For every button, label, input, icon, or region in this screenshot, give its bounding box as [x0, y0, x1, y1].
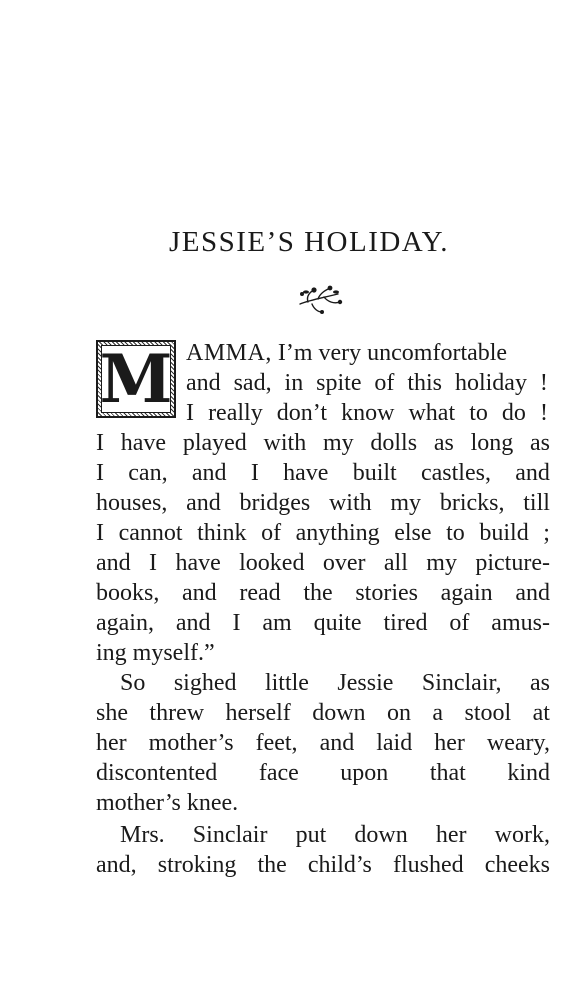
word: build — [479, 520, 529, 546]
text-line — [96, 758, 550, 788]
word: the — [303, 580, 333, 606]
word: till — [523, 490, 550, 516]
word: that — [429, 760, 466, 786]
word: on — [386, 700, 411, 726]
chapter-title: JESSIE’S HOLIDAY. — [168, 226, 450, 258]
word: my — [322, 430, 354, 456]
word: and — [515, 580, 550, 606]
word: stories — [355, 580, 418, 606]
word: Sinclair — [192, 822, 268, 848]
word: the — [257, 852, 287, 878]
word: bricks, — [439, 490, 505, 516]
text-line — [96, 638, 550, 668]
word: kind — [507, 760, 550, 786]
word: mother’s — [148, 730, 234, 756]
word: ; — [543, 520, 550, 546]
text-line — [186, 368, 548, 398]
line-text: I’m very uncomfortable — [277, 340, 508, 366]
text-line — [96, 698, 550, 728]
word: to — [469, 400, 488, 426]
word: books, — [96, 580, 160, 606]
word: with — [328, 490, 372, 516]
word: herself — [225, 700, 291, 726]
word: am — [262, 610, 292, 636]
word: and, — [96, 852, 137, 878]
text-line — [96, 728, 550, 758]
word: tired — [383, 610, 428, 636]
word: over — [322, 550, 366, 576]
word: work, — [494, 822, 550, 848]
word: have — [120, 430, 167, 456]
word: read — [239, 580, 281, 606]
line-text: ing myself.” — [96, 640, 215, 666]
text-line — [96, 458, 550, 488]
word: weary, — [486, 730, 550, 756]
word: at — [532, 700, 550, 726]
word: know — [341, 400, 395, 426]
word: amus- — [491, 610, 550, 636]
word: Sinclair, — [421, 670, 502, 696]
text-line — [96, 850, 550, 880]
decorative-dropcap — [96, 340, 176, 418]
word: holiday — [454, 370, 527, 396]
text-line — [96, 578, 550, 608]
dropcap-continuation: AMMA, — [186, 340, 272, 366]
word: a — [432, 700, 444, 726]
word: of — [261, 520, 282, 546]
text-line — [186, 398, 548, 428]
word: she — [96, 700, 128, 726]
word: upon — [340, 760, 389, 786]
word: feet, — [255, 730, 298, 756]
text-line — [96, 518, 550, 548]
word: bridges — [239, 490, 311, 516]
word: played — [182, 430, 247, 456]
word: my — [390, 490, 422, 516]
word: laid — [376, 730, 413, 756]
word: can, — [128, 460, 168, 486]
word: houses, — [96, 490, 168, 516]
word: and — [319, 730, 355, 756]
word: have — [175, 550, 221, 576]
word: I — [96, 460, 104, 486]
word: Mrs. — [120, 822, 165, 848]
word: cannot — [118, 520, 183, 546]
word: don’t — [276, 400, 327, 426]
word: I — [186, 400, 194, 426]
word: I — [232, 610, 241, 636]
word: and — [186, 490, 221, 516]
word: and — [182, 580, 217, 606]
word: looked — [239, 550, 305, 576]
word: put — [295, 822, 327, 848]
word: Jessie — [337, 670, 394, 696]
text-line — [120, 668, 550, 698]
word: her — [96, 730, 127, 756]
word: ! — [539, 370, 548, 396]
word: down — [354, 822, 408, 848]
word: as — [433, 430, 454, 456]
text-line — [186, 338, 548, 368]
word: what — [408, 400, 456, 426]
word: to — [446, 520, 465, 546]
word: spite — [316, 370, 362, 396]
word: threw — [149, 700, 205, 726]
word: I — [149, 550, 158, 576]
word: built — [352, 460, 397, 486]
word: child’s — [307, 852, 372, 878]
word: face — [258, 760, 299, 786]
word: this — [407, 370, 443, 396]
word: castles, — [420, 460, 491, 486]
word: and — [186, 370, 221, 396]
dropcap-letter: M — [99, 340, 173, 418]
word: quite — [313, 610, 362, 636]
word: anything — [295, 520, 380, 546]
word: again, — [96, 610, 154, 636]
word: sad, — [233, 370, 272, 396]
word: as — [530, 430, 550, 456]
word: of — [449, 610, 470, 636]
word: all — [383, 550, 408, 576]
word: her — [434, 730, 465, 756]
word: and — [175, 610, 211, 636]
word: stool — [464, 700, 512, 726]
word: down — [312, 700, 366, 726]
text-line — [96, 428, 550, 458]
text-line — [96, 608, 550, 638]
text-line — [120, 820, 550, 850]
word: cheeks — [484, 852, 550, 878]
word: I — [250, 460, 259, 486]
word: picture- — [475, 550, 550, 576]
word: do — [501, 400, 526, 426]
word: and — [515, 460, 550, 486]
word: and — [96, 550, 131, 576]
word: as — [529, 670, 550, 696]
word: have — [283, 460, 329, 486]
word: of — [374, 370, 395, 396]
word: little — [264, 670, 309, 696]
line-text: mother’s knee. — [96, 790, 239, 816]
word: else — [394, 520, 432, 546]
word: think — [197, 520, 247, 546]
word: I — [96, 520, 104, 546]
word: stroking — [157, 852, 237, 878]
word: flushed — [392, 852, 464, 878]
word: discontented — [96, 760, 218, 786]
word: I — [96, 430, 104, 456]
word: really — [208, 400, 263, 426]
word: dolls — [370, 430, 418, 456]
text-line — [96, 788, 550, 818]
word: my — [426, 550, 457, 576]
word: with — [263, 430, 307, 456]
word: long — [470, 430, 514, 456]
word: again — [440, 580, 493, 606]
text-line — [96, 488, 550, 518]
word: sighed — [173, 670, 237, 696]
word: in — [284, 370, 304, 396]
word: So — [120, 670, 146, 696]
word: her — [435, 822, 467, 848]
word: and — [191, 460, 227, 486]
floral-ornament-icon — [294, 282, 346, 316]
word: ! — [539, 400, 548, 426]
text-line — [96, 548, 550, 578]
